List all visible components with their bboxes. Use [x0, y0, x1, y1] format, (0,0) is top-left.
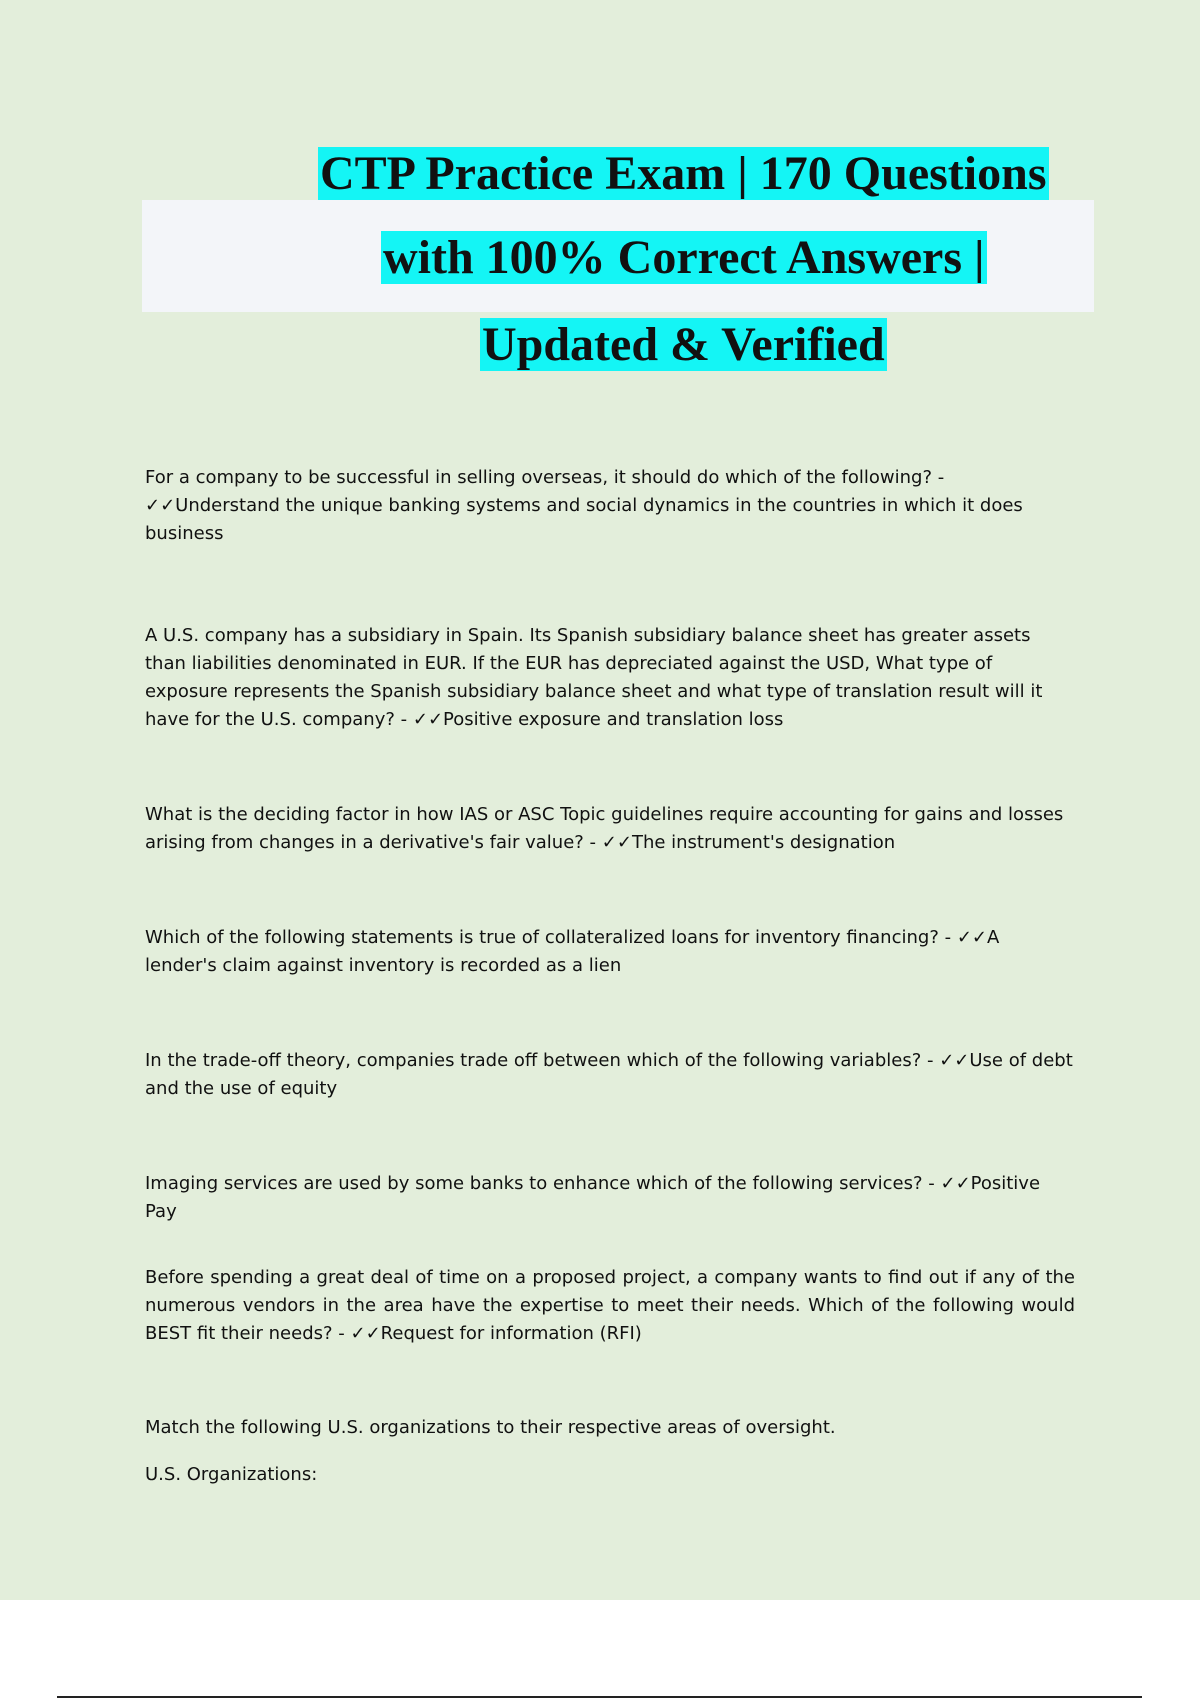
question-text: Which of the following statements is true of collateralized loans for inventory financing? -	[145, 927, 952, 948]
qa-item-5	[145, 1047, 1075, 1103]
question-text: A U.S. company has a subsidiary in Spain. Its Spanish subsidiary balance sheet has greater assets than liabilities denominated in EUR. If the EUR has depreciated against the USD, What type of exposure represents the Spanish subsidiary balance sheet and what type of translation result will it have for the U.S. company? -	[145, 625, 1043, 730]
answer-text: ✓✓Use of debt and the use of equity	[145, 1050, 1073, 1099]
qa-item-7	[145, 1264, 1075, 1348]
answer-text: ✓✓Positive exposure and translation loss	[412, 709, 784, 730]
question-text: In the trade-off theory, companies trade off between which of the following variables? -	[145, 1050, 934, 1071]
title-line-3: Updated & Verified	[482, 318, 885, 371]
qa-item-1	[145, 464, 1075, 548]
question-text: What is the deciding factor in how IAS or ASC Topic guidelines require accounting for gains and losses arising from changes in a derivative's fair value? -	[145, 804, 1064, 853]
title-line-1: CTP Practice Exam | 170 Questions	[320, 147, 1047, 200]
answer-text: ✓✓A lender's claim against inventory is recorded as a lien	[145, 927, 1000, 976]
qa-item-3	[145, 801, 1075, 857]
question-text: For a company to be successful in selling overseas, it should do which of the following? -	[145, 467, 945, 488]
answer-text: ✓✓The instrument's designation	[601, 832, 896, 853]
match-intro: Match the following U.S. organizations to their respective areas of oversight.	[145, 1417, 836, 1438]
answer-text: ✓✓Request for information (RFI)	[350, 1323, 642, 1344]
footer-rule	[57, 1696, 1142, 1698]
orgs-heading: U.S. Organizations:	[145, 1464, 318, 1485]
answer-text: ✓✓Understand the unique banking systems and social dynamics in the countries in which it does business	[145, 495, 1023, 544]
qa-item-4	[145, 924, 1075, 980]
question-text: Imaging services are used by some banks to enhance which of the following services? -	[145, 1173, 935, 1194]
qa-item-6	[145, 1170, 1075, 1226]
qa-item-2	[145, 622, 1075, 734]
question-text: Before spending a great deal of time on a proposed project, a company wants to find out if any of the numerous vendors in the area have the expertise to meet their needs. Which of the following would BEST fit their needs? -	[145, 1267, 1075, 1344]
answer-text: ✓✓Positive Pay	[145, 1173, 1041, 1222]
title-line-2: with 100% Correct Answers |	[383, 231, 985, 284]
